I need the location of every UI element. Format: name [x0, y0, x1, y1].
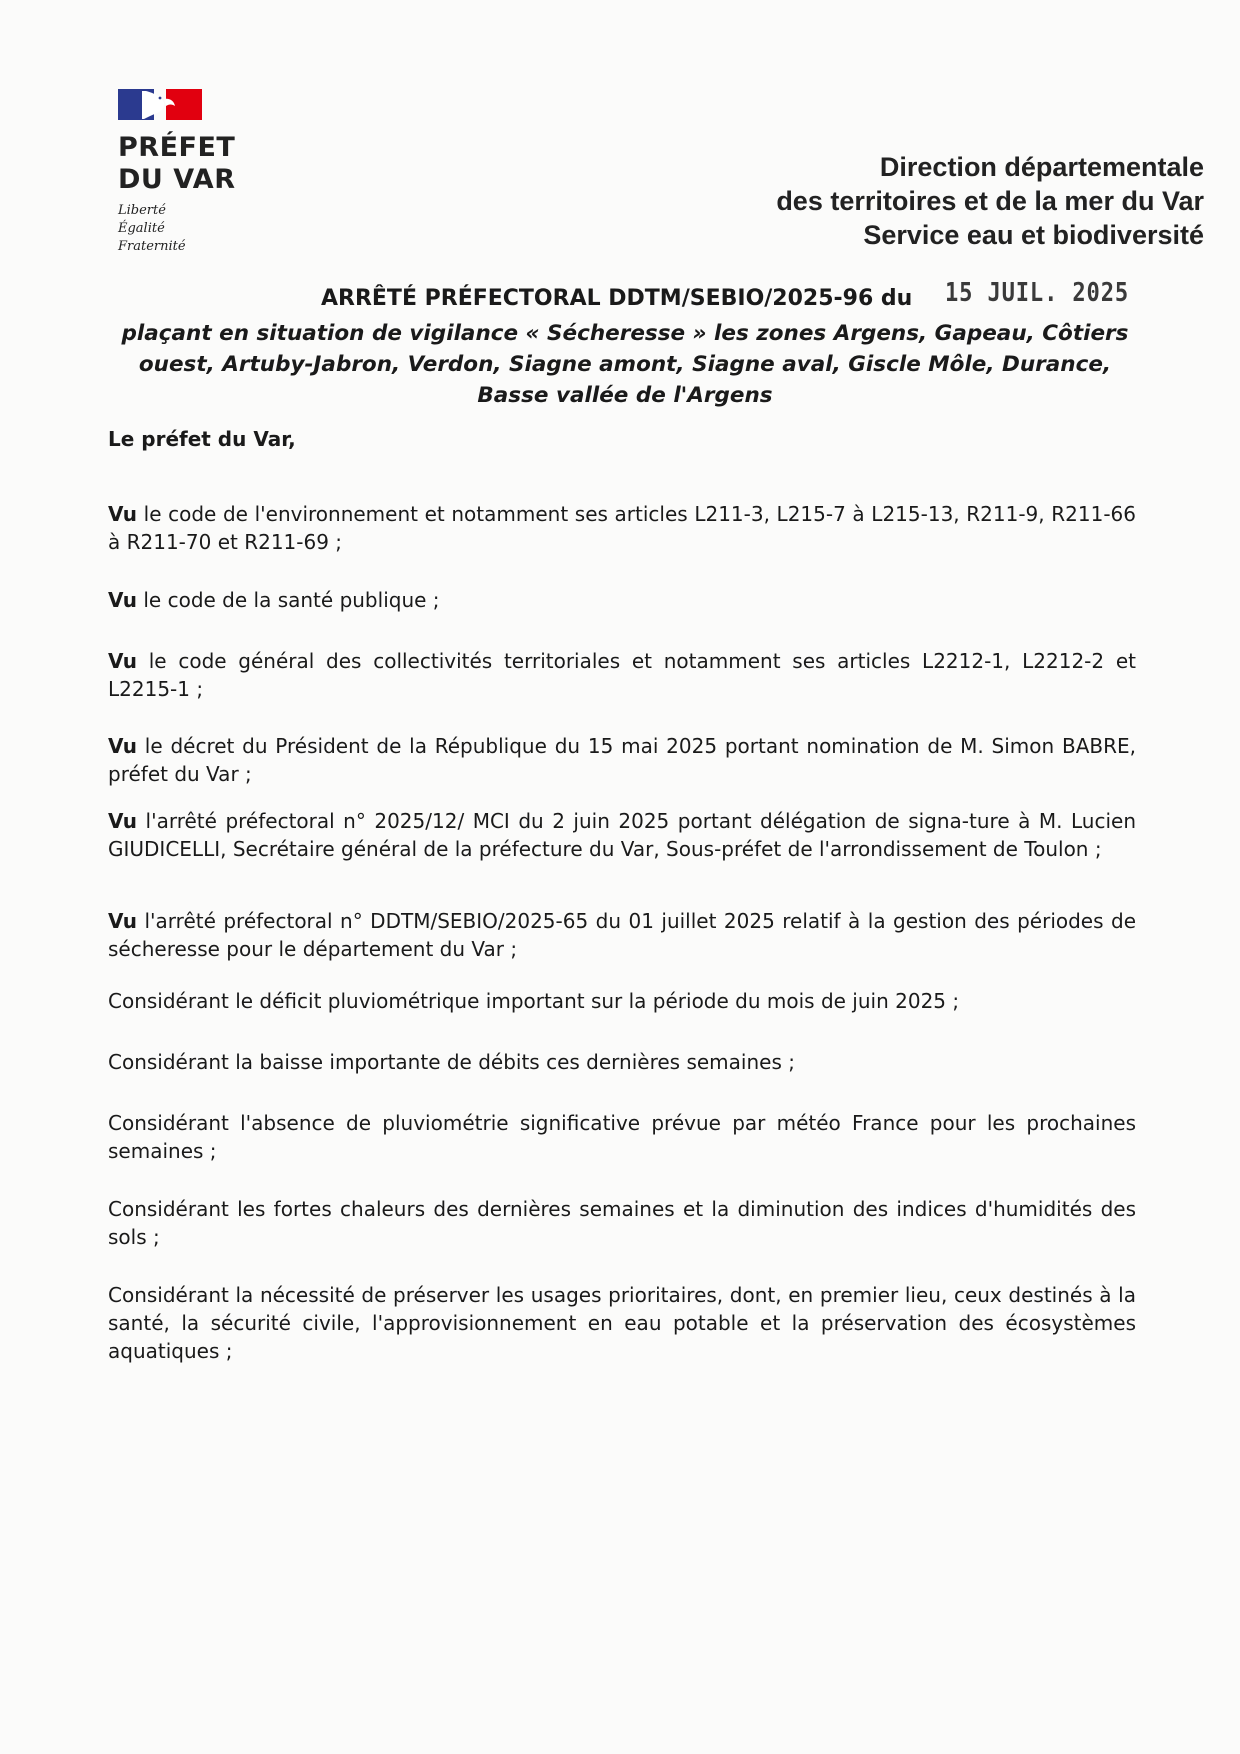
direction-line2: des territoires et de la mer du Var	[776, 186, 1204, 216]
visa-paragraph	[108, 647, 1136, 703]
prefet-logo	[118, 89, 278, 256]
visa-paragraph	[108, 586, 1136, 614]
visa-text: le code de l'environnement et notamment ses articles L211-3, L215-7 à L215-13, R211-9, R211-66 à R211-70 et R211-69 ;	[108, 502, 1136, 554]
arrete-subtitle: plaçant en situation de vigilance « Sécheresse » les zones Argens, Gapeau, Côtiers ouest, Artuby-Jabron, Verdon, Siagne amont, Siagne aval, Giscle Môle, Durance, Basse vallée de l'Argens	[121, 321, 1129, 408]
visa-text: le code général des collectivités territoriales et notamment ses articles L2212-1, L2212-2 et L2215-1 ;	[108, 649, 1136, 701]
considerant-paragraph: Considérant l'absence de pluviométrie significative prévue par météo France pour les prochaines semaines ;	[108, 1111, 1136, 1163]
republic-motto	[118, 202, 278, 256]
service-name: Service eau et biodiversité	[863, 220, 1204, 250]
logo-title	[118, 132, 278, 196]
marianne-flag-icon	[118, 89, 202, 120]
visa-lead: Vu	[108, 909, 138, 933]
visa-text: le code de la santé publique ;	[137, 588, 440, 612]
visa-text: l'arrêté préfectoral n° DDTM/SEBIO/2025-65 du 01 juillet 2025 relatif à la gestion des périodes de sécheresse pour le département du Var ;	[108, 909, 1136, 961]
direction-line1: Direction départementale	[879, 152, 1204, 182]
visa-lead: Vu	[108, 502, 138, 526]
visa-paragraph	[108, 500, 1136, 556]
visa-text: le décret du Président de la République du 15 mai 2025 portant nomination de M. Simon BABRE, préfet du Var ;	[108, 734, 1136, 786]
visa-lead: Vu	[108, 734, 138, 758]
visa-text: l'arrêté préfectoral n° 2025/12/ MCI du 2 juin 2025 portant délégation de signa-ture à M. Lucien GIUDICELLI, Secrétaire général de la préfecture du Var, Sous-préfet de l'arrondissement de Toulon ;	[108, 809, 1136, 861]
visa-lead: Vu	[108, 809, 138, 833]
date-stamp: 15 JUIL. 2025	[945, 278, 1130, 308]
motto-liberte: Liberté	[118, 203, 166, 218]
considerant-paragraph: Considérant la nécessité de préserver les usages prioritaires, dont, en premier lieu, ceux destinés à la santé, la sécurité civile, l'approvisionnement en eau potable et la préservation des écosystèmes aquatiques ;	[108, 1283, 1136, 1363]
visa-paragraph	[108, 807, 1136, 863]
visa-lead: Vu	[108, 649, 138, 673]
visa-paragraph	[108, 907, 1136, 963]
visa-paragraph	[108, 732, 1136, 788]
considerant-paragraph: Considérant la baisse importante de débits ces dernières semaines ;	[108, 1050, 795, 1074]
considerant-paragraph: Considérant les fortes chaleurs des dernières semaines et la diminution des indices d'humidités des sols ;	[108, 1197, 1136, 1249]
issuing-service	[776, 150, 1204, 252]
arrete-reference: ARRÊTÉ PRÉFECTORAL DDTM/SEBIO/2025-96 du	[321, 286, 913, 311]
considerant-paragraph: Considérant le déficit pluviométrique important sur la période du mois de juin 2025 ;	[108, 989, 960, 1013]
logo-title-line1: PRÉFET	[118, 132, 236, 163]
visa-lead: Vu	[108, 588, 138, 612]
motto-fraternite: Fraternité	[118, 239, 186, 254]
logo-title-line2: DU VAR	[118, 164, 236, 195]
preamble: Le préfet du Var,	[108, 427, 296, 451]
motto-egalite: Égalité	[118, 221, 165, 236]
